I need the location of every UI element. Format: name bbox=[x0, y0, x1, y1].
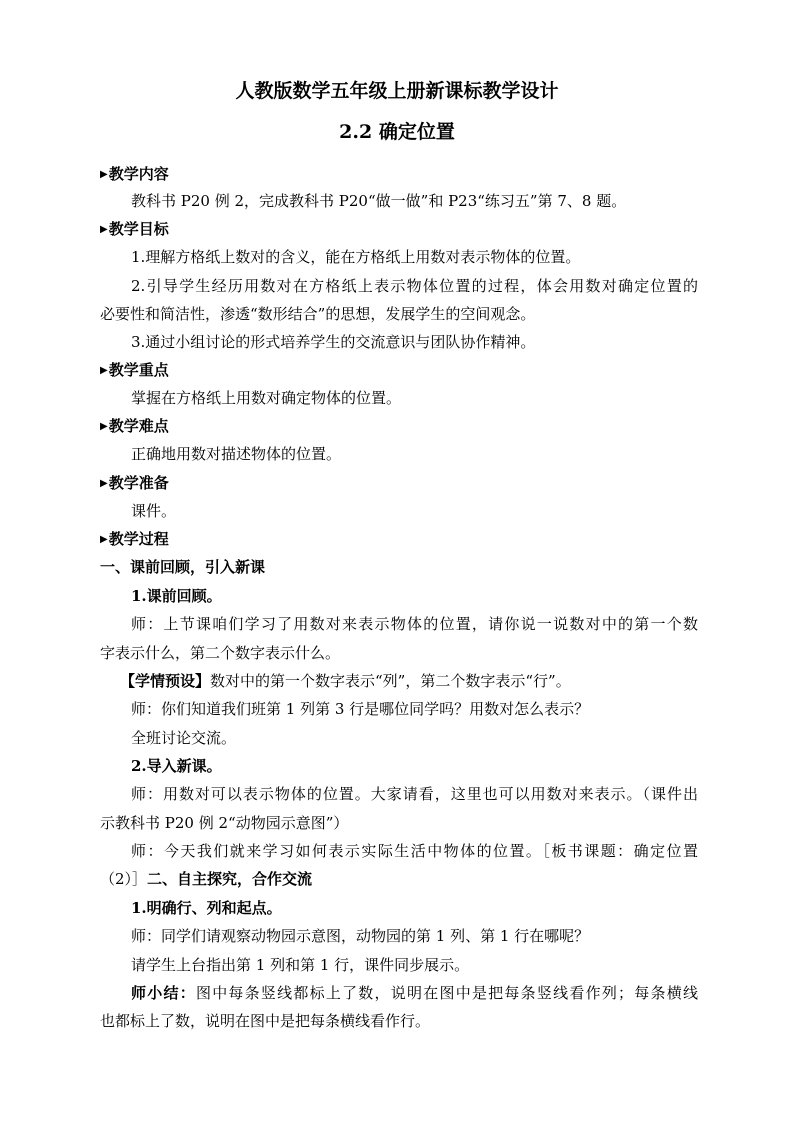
p1-preset: 【学情预设】数对中的第一个数字表示“列”，第二个数字表示“行”。 bbox=[120, 672, 571, 690]
heading-goals: ▶教学目标 bbox=[100, 220, 169, 238]
part1-title: 一、课前回顾，引入新课 bbox=[100, 558, 266, 576]
heading-process: ▶教学过程 bbox=[100, 530, 169, 548]
heading-prep: ▶教学准备 bbox=[100, 474, 169, 492]
lesson-title: 2.2 确定位置 bbox=[339, 121, 455, 143]
p2-teacher-2: 师：今天我们就来学习如何表示实际生活中物体的位置。［板书课题：确定位置 bbox=[131, 842, 698, 860]
goal-item-2: 2.引导学生经历用数对在方格纸上表示物体位置的过程，体会用数对确定位置的 bbox=[131, 277, 698, 295]
triangle-bullet-icon: ▶ bbox=[100, 169, 108, 180]
p3-subheading: 1.明确行、列和起点。 bbox=[131, 899, 282, 917]
goal-item-2-cont: 必要性和简洁性，渗透“数形结合”的思想，发展学生的空间观念。 bbox=[100, 305, 536, 323]
triangle-bullet-icon: ▶ bbox=[100, 365, 108, 376]
triangle-bullet-icon: ▶ bbox=[100, 421, 108, 432]
part2-title: 二、自主探究，合作交流 bbox=[147, 870, 313, 888]
triangle-bullet-icon: ▶ bbox=[100, 478, 108, 489]
p3-summary-cont: 也都标上了数，说明在图中是把每条横线看作行。 bbox=[100, 1012, 431, 1030]
p2-teacher-2-cont: （2）］二、自主探究，合作交流 bbox=[100, 870, 313, 888]
goal-item-1: 1.理解方格纸上数对的含义，能在方格纸上用数对表示物体的位置。 bbox=[131, 248, 581, 266]
heading-key: ▶教学重点 bbox=[100, 361, 169, 379]
goal-item-3: 3.通过小组讨论的形式培养学生的交流意识与团队协作精神。 bbox=[131, 333, 536, 351]
p2-teacher-1-cont: 示教科书 P20 例 2“动物园示意图”） bbox=[100, 814, 349, 832]
difficulty-text: 正确地用数对描述物体的位置。 bbox=[131, 445, 342, 463]
p2-subheading: 2.导入新课。 bbox=[131, 757, 222, 775]
heading-difficulty: ▶教学难点 bbox=[100, 417, 169, 435]
prep-text: 课件。 bbox=[131, 502, 177, 520]
p1-teacher-1-cont: 字表示什么，第二个数字表示什么。 bbox=[100, 644, 341, 662]
triangle-bullet-icon: ▶ bbox=[100, 224, 108, 235]
heading-content: ▶教学内容 bbox=[100, 165, 169, 183]
key-text: 掌握在方格纸上用数对确定物体的位置。 bbox=[131, 389, 402, 407]
p3-summary: 师小结：图中每条竖线都标上了数，说明在图中是把每条竖线看作列；每条横线 bbox=[131, 984, 698, 1002]
content-text: 教科书 P20 例 2，完成教科书 P20“做一做”和 P23“练习五”第 7、8 题。 bbox=[131, 192, 627, 210]
p1-teacher-2: 师：你们知道我们班第 1 列第 3 行是哪位同学吗？用数对怎么表示？ bbox=[131, 700, 590, 718]
p3-teacher-1: 师：同学们请观察动物园示意图，动物园的第 1 列、第 1 行在哪呢？ bbox=[131, 927, 590, 945]
triangle-bullet-icon: ▶ bbox=[100, 534, 108, 545]
p3-teacher-2: 请学生上台指出第 1 列和第 1 行，课件同步展示。 bbox=[131, 956, 470, 974]
document-title: 人教版数学五年级上册新课标教学设计 bbox=[235, 80, 559, 102]
p1-teacher-1: 师：上节课咱们学习了用数对来表示物体的位置，请你说一说数对中的第一个数 bbox=[131, 615, 698, 633]
p1-subheading: 1.课前回顾。 bbox=[131, 587, 222, 605]
p2-teacher-1: 师：用数对可以表示物体的位置。大家请看，这里也可以用数对来表示。（课件出 bbox=[131, 785, 698, 803]
p1-discussion: 全班讨论交流。 bbox=[131, 729, 237, 747]
